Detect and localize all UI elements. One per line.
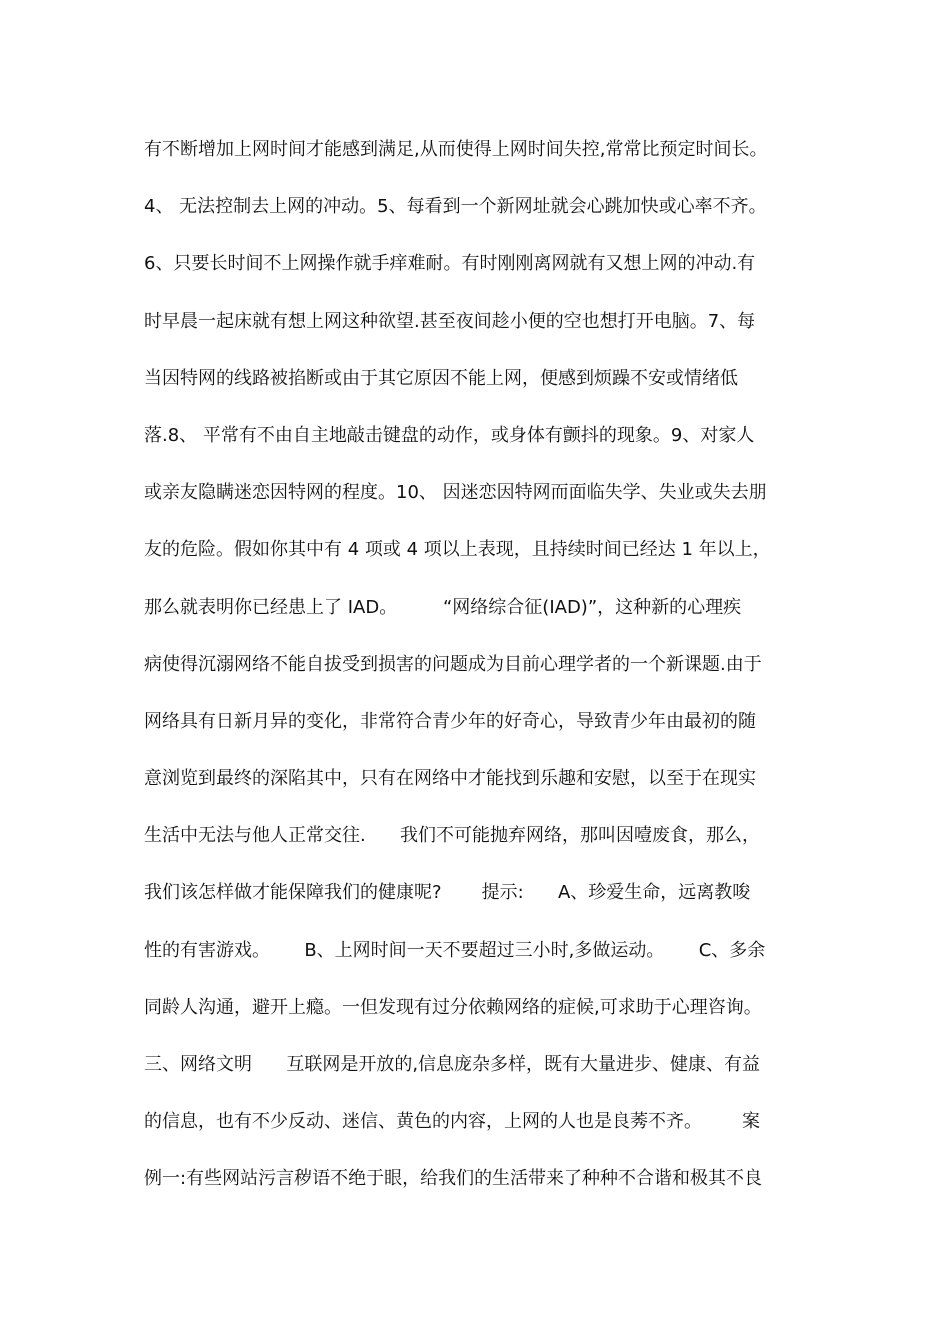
text-line: 时早晨一起床就有想上网这种欲望.甚至夜间趁小便的空也想打开电脑。7、每 [144, 310, 756, 332]
text-line: 4、 无法控制去上网的冲动。5、每看到一个新网址就会心跳加快或心率不齐。 [144, 196, 767, 218]
text-line: 当因特网的线路被掐断或由于其它原因不能上网，便感到烦躁不安或情绪低 [144, 367, 738, 389]
text-line: 那么就表明你已经患上了 IAD。 “网络综合征(IAD)”，这种新的心理疾 [144, 596, 742, 618]
text-line: 6、只要长时间不上网操作就手痒难耐。有时刚刚离网就有又想上网的冲动.有 [144, 253, 756, 275]
text-line: 意浏览到最终的深陷其中，只有在网络中才能找到乐趣和安慰，以至于在现实 [144, 768, 756, 790]
text-line: 例一:有些网站污言秽语不绝于眼，给我们的生活带来了种种不合谐和极其不良 [144, 1168, 763, 1190]
body-text [144, 130, 824, 1217]
text-line: 落.8、 平常有不由自主地敲击键盘的动作，或身体有颤抖的现象。9、对家人 [144, 424, 755, 446]
text-line: 有不断增加上网时间才能感到满足,从而使得上网时间失控,常常比预定时间长。 [144, 139, 768, 160]
text-line: 性的有害游戏。 B、上网时间一天不要超过三小时,多做运动。 C、多余 [144, 939, 766, 961]
text-line: 生活中无法与他人正常交往. 我们不可能抛弃网络，那叫因噎废食，那么， [144, 825, 761, 847]
text-line: 的信息，也有不少反动、迷信、黄色的内容，上网的人也是良莠不齐。 案 [144, 1111, 761, 1133]
text-line: 或亲友隐瞒迷恋因特网的程度。10、 因迷恋因特网而面临失学、失业或失去朋 [144, 482, 767, 504]
text-line: 我们该怎样做才能保障我们的健康呢? 提示: A、珍爱生命，远离教唆 [144, 882, 751, 904]
text-line: 网络具有日新月异的变化，非常符合青少年的好奇心，导致青少年由最初的随 [144, 710, 756, 732]
text-line: 病使得沉溺网络不能自拔受到损害的问题成为目前心理学者的一个新课题.由于 [144, 653, 762, 675]
text-line: 三、网络文明 互联网是开放的,信息庞杂多样，既有大量进步、健康、有益 [144, 1054, 761, 1075]
text-line: 友的危险。假如你其中有 4 项或 4 项以上表现，且持续时间已经达 1 年以上， [144, 539, 771, 561]
text-line: 同龄人沟通，避开上瘾。一但发现有过分依赖网络的症候,可求助于心理咨询。 [144, 996, 762, 1018]
